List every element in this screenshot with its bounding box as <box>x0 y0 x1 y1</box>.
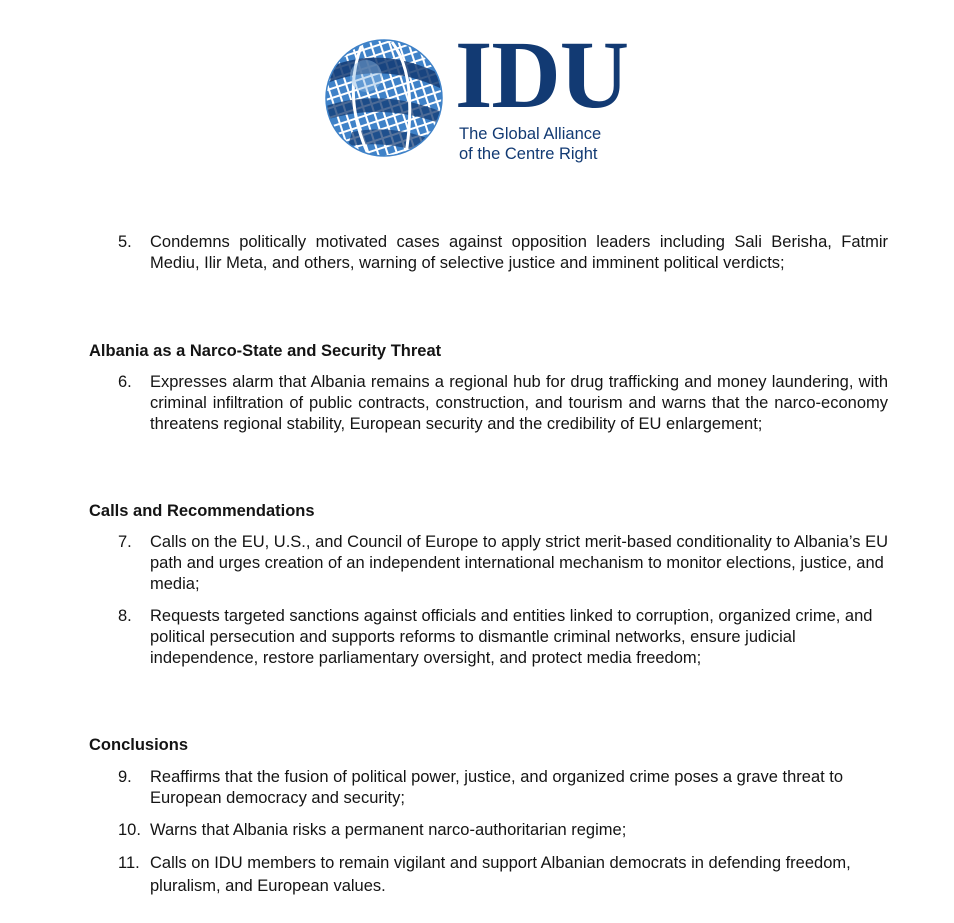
item-text: Expresses alarm that Albania remains a regional hub for drug trafficking and money laundering, with criminal infiltration of public contracts, construction, and tourism and warns that the narco-economy threatens regional stability, European security and the credibility of EU enlargement; <box>150 373 888 433</box>
item-number: 7. <box>118 533 132 551</box>
item-text: Reaffirms that the fusion of political power, justice, and organized crime poses a grave threat to European democracy and security; <box>150 768 844 807</box>
item-number: 5. <box>118 233 132 251</box>
item-text: Calls on IDU members to remain vigilant and support Albanian democrats in defending freedom, pluralism, and European values. <box>150 854 851 895</box>
globe-icon <box>322 36 446 160</box>
section-heading: Conclusions <box>89 736 189 754</box>
section-heading: Albania as a Narco-State and Security Threat <box>89 342 442 360</box>
logo-tagline-line-1: The Global Alliance <box>459 125 602 143</box>
logo-tagline <box>459 124 601 164</box>
item-text: Requests targeted sanctions against officials and entities linked to corruption, organized crime, and political persecution and supports reforms to dismantle criminal networks, ensure judicial independence, restore parliamentary oversight, and protect media freedom; <box>150 607 873 667</box>
logo-mark: IDU <box>455 21 629 128</box>
item-text: Calls on the EU, U.S., and Council of Europe to apply strict merit-based conditionality to Albania’s EU path and urges creation of an independent international mechanism to monitor elections, justice, and media; <box>150 533 888 593</box>
list-item <box>118 820 888 841</box>
list-item <box>118 767 888 809</box>
item-text: Warns that Albania risks a permanent narco-authoritarian regime; <box>150 821 627 839</box>
list-item <box>118 852 888 898</box>
item-number: 8. <box>118 607 132 625</box>
logo-tagline-line-2: of the Centre Right <box>459 145 598 163</box>
item-text: Condemns politically motivated cases against opposition leaders including Sali Berisha, Fatmir Mediu, Ilir Meta, and others, warning of selective justice and imminent political verdicts; <box>150 233 888 272</box>
list-item <box>118 606 888 669</box>
item-number: 10. <box>118 821 141 839</box>
idu-logo <box>322 21 662 168</box>
list-item <box>118 232 888 274</box>
item-number: 6. <box>118 373 132 391</box>
item-number: 9. <box>118 768 132 786</box>
list-item <box>118 372 888 435</box>
section-heading: Calls and Recommendations <box>89 502 315 520</box>
list-item <box>118 532 888 595</box>
item-number: 11. <box>118 854 140 872</box>
